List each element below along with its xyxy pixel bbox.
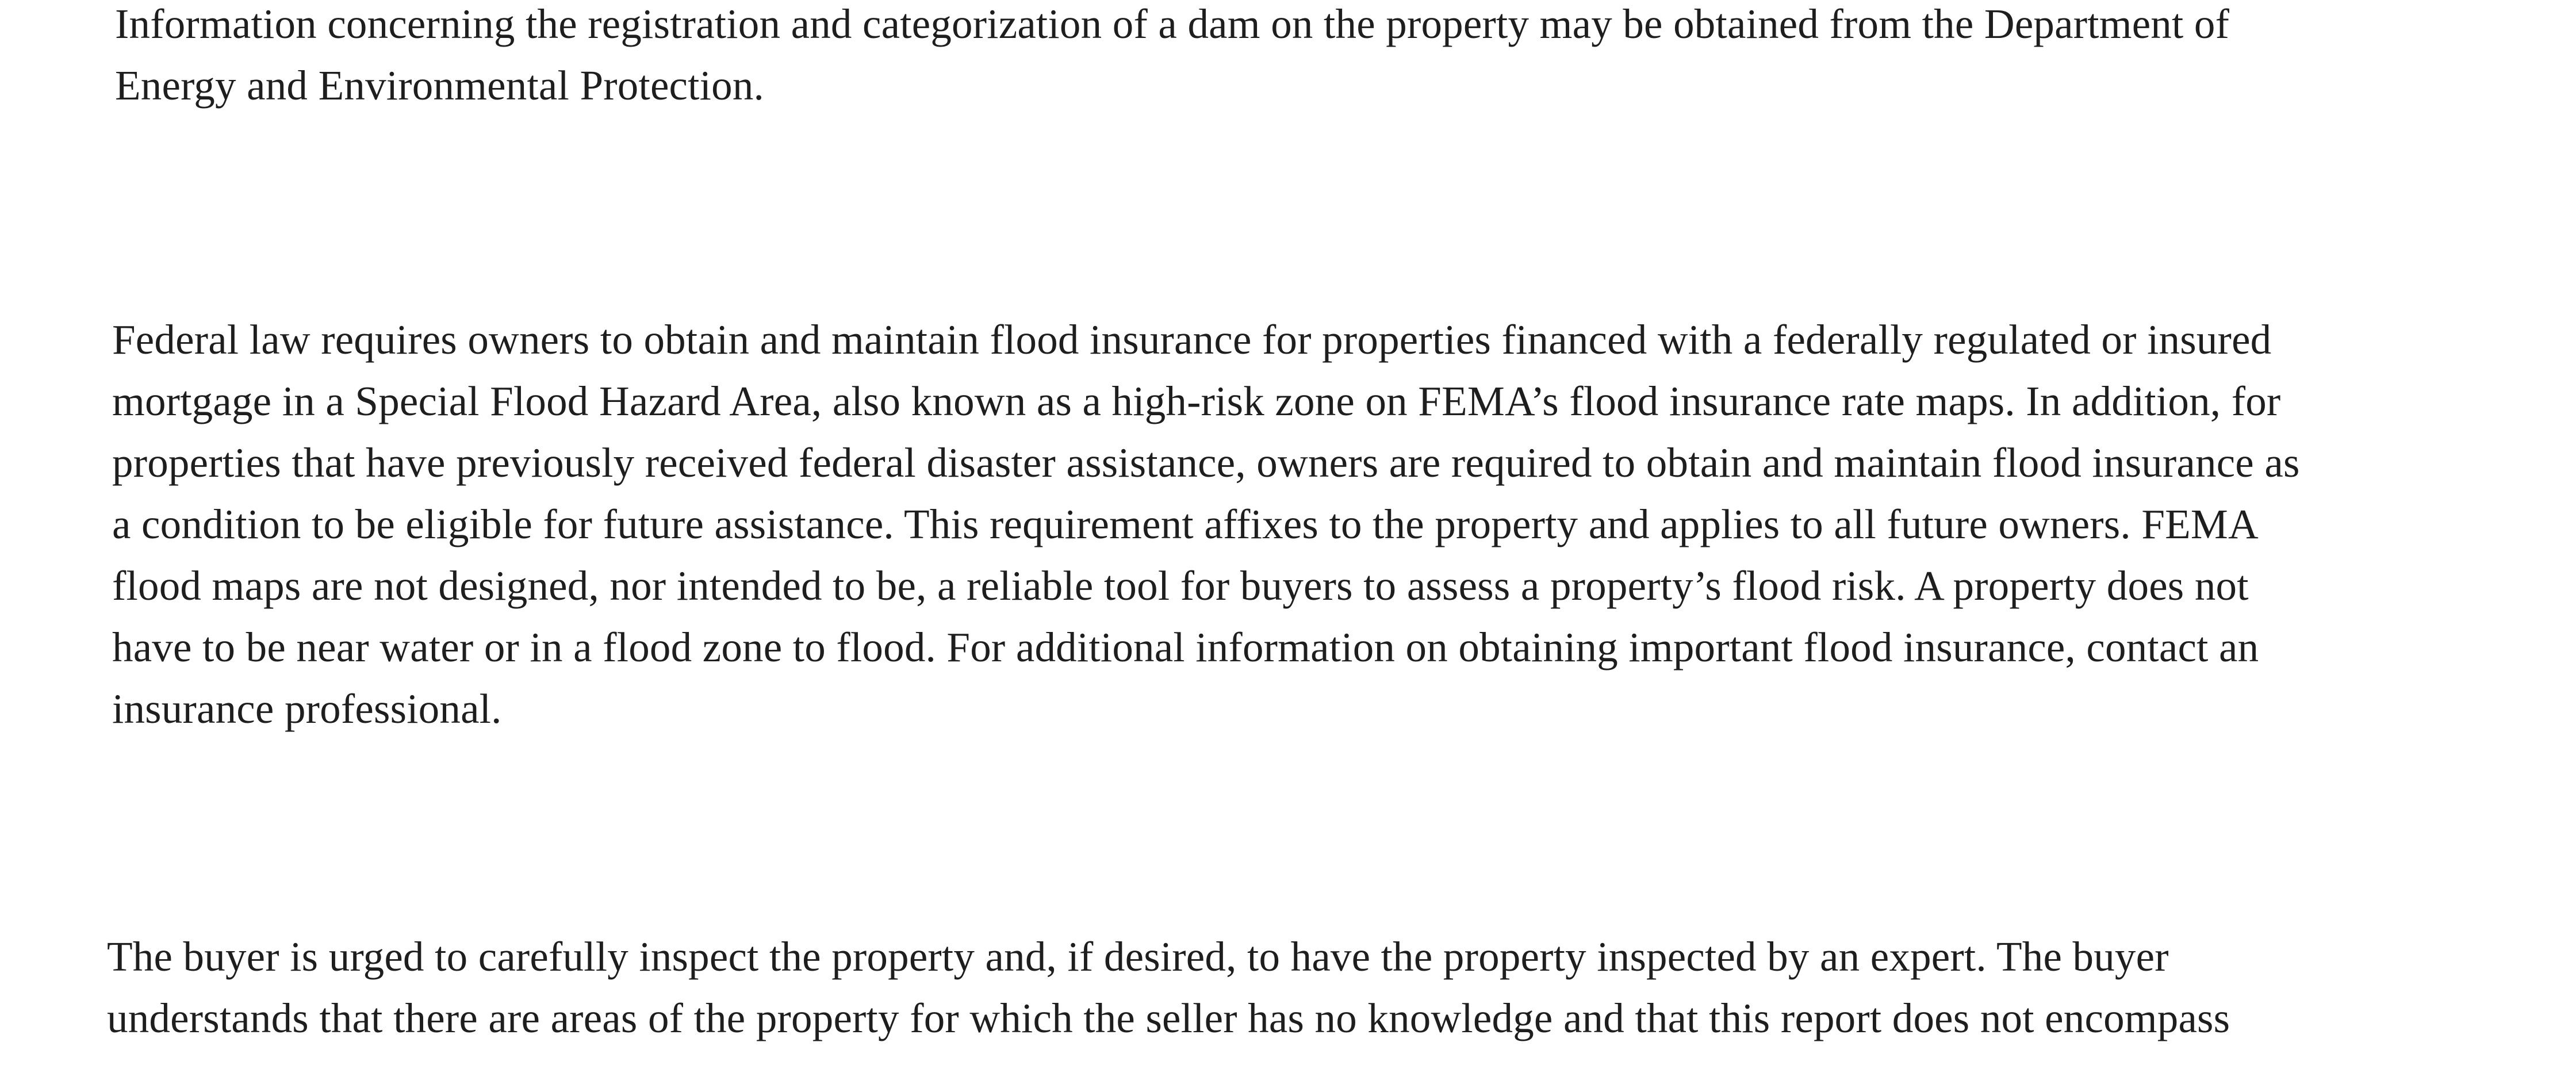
paragraph-line: Federal law requires owners to obtain and maintain flood insurance for properties financed with a federally regulated or insured	[112, 316, 2272, 363]
paragraph-line: flood maps are not designed, nor intended to be, a reliable tool for buyers to assess a property’s flood risk. A property does not	[112, 562, 2249, 609]
paragraph-line: The buyer is urged to carefully inspect the property and, if desired, to have the property inspected by an expert. The buyer	[107, 933, 2169, 980]
flood-insurance-paragraph	[112, 309, 2300, 740]
paragraph-line: understands that there are areas of the property for which the seller has no knowledge and that this report does not encompass	[107, 995, 2230, 1041]
paragraph-line: have to be near water or in a flood zone to flood. For additional information on obtaining important flood insurance, contact an	[112, 624, 2259, 670]
paragraph-line: Information concerning the registration and categorization of a dam on the property may be obtained from the Department of	[115, 1, 2230, 47]
paragraph-line: mortgage in a Special Flood Hazard Area, also known as a high-risk zone on FEMA’s flood insurance rate maps. In addition, for	[112, 378, 2281, 424]
paragraph-line: a condition to be eligible for future assistance. This requirement affixes to the property and applies to all future owners. FEMA	[112, 501, 2259, 547]
dam-registration-paragraph	[115, 0, 2229, 116]
buyer-inspection-paragraph	[107, 926, 2230, 1049]
paragraph-line: properties that have previously received federal disaster assistance, owners are required to obtain and maintain flood insurance as	[112, 439, 2300, 486]
paragraph-line: Energy and Environmental Protection.	[115, 62, 764, 109]
paragraph-line: insurance professional.	[112, 685, 502, 732]
